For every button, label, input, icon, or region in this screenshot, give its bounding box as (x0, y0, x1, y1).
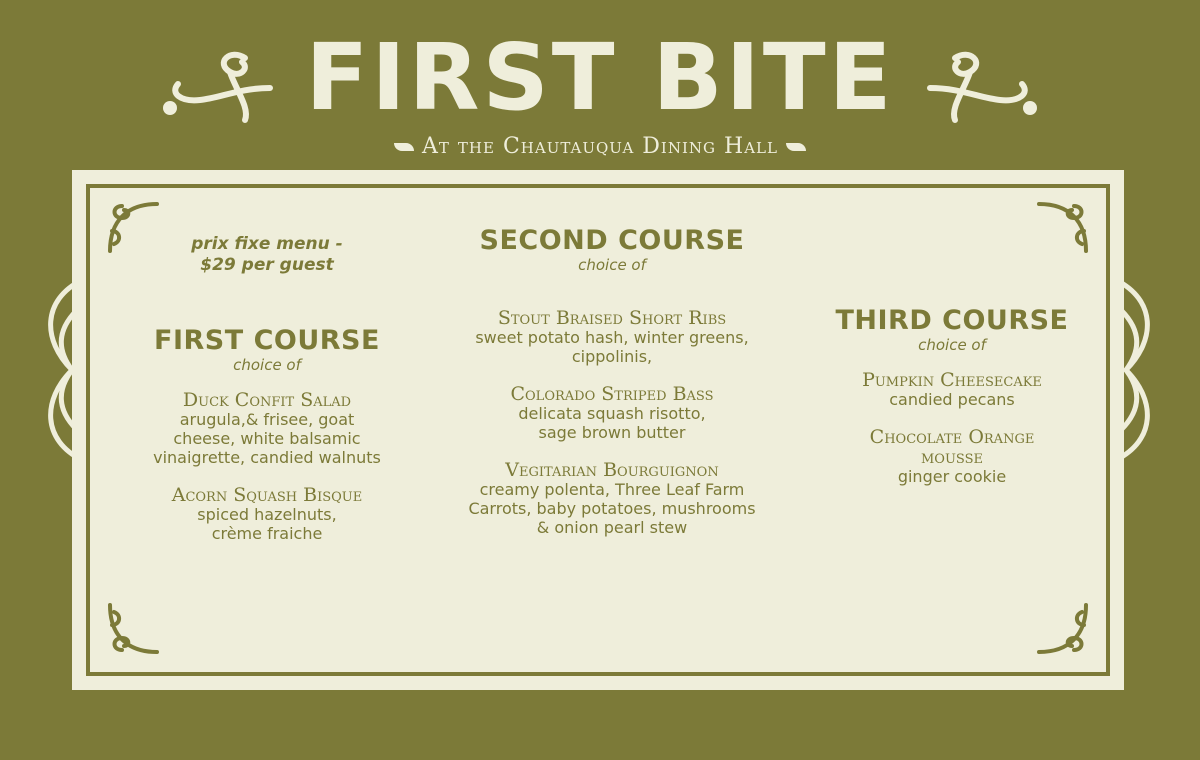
dish-item (792, 427, 1112, 486)
course-heading: SECOND COURSE (479, 225, 745, 256)
dish-name: Duck Confit Salad (182, 389, 352, 411)
course-heading: THIRD COURSE (835, 305, 1069, 336)
course-choice-note: choice of (233, 356, 301, 374)
dish-item (437, 384, 787, 442)
second-course-column (437, 226, 787, 555)
dish-description: ginger cookie (897, 467, 1007, 486)
prix-fixe-note: prix fixe menu - $29 per guest (191, 234, 343, 275)
leaf-icon (394, 143, 414, 151)
first-course-column (102, 234, 432, 561)
dish-description: sweet potato hash, winter greens, cippolinis, (475, 328, 749, 366)
page-title: FIRST BITE (305, 24, 895, 131)
dish-description: spiced hazelnuts, crème fraiche (197, 505, 337, 543)
dish-name: Acorn Squash Bisque (171, 484, 363, 506)
dish-description: creamy polenta, Three Leaf Farm Carrots, baby potatoes, mushrooms & onion pearl stew (468, 480, 756, 537)
dish-name: Chocolate Orange mousse (869, 426, 1035, 468)
course-choice-note: choice of (578, 256, 646, 274)
dish-item (102, 390, 432, 467)
dish-item (437, 460, 787, 537)
dish-name: Colorado Striped Bass (510, 383, 714, 405)
dish-name: Vegitarian Bourguignon (505, 459, 719, 481)
corner-flourish-icon (1034, 600, 1094, 660)
corner-flourish-icon (102, 600, 162, 660)
third-course-column (792, 306, 1112, 504)
dish-description: candied pecans (889, 390, 1015, 409)
course-choice-note: choice of (918, 336, 986, 354)
dish-name: Stout Braised Short Ribs (497, 307, 727, 329)
leaf-icon (786, 143, 806, 151)
dish-item (437, 308, 787, 366)
dish-item (792, 370, 1112, 409)
dish-description: delicata squash risotto, sage brown butter (518, 404, 706, 442)
dish-item (102, 485, 432, 543)
dish-name: Pumpkin Cheesecake (862, 369, 1042, 391)
menu-card (72, 170, 1124, 690)
corner-flourish-icon (1034, 196, 1094, 256)
dish-description: arugula,& frisee, goat cheese, white balsamic vinaigrette, candied walnuts (153, 410, 381, 467)
page-subtitle: At the Chautauqua Dining Hall (0, 134, 1200, 159)
course-heading: FIRST COURSE (154, 325, 380, 356)
